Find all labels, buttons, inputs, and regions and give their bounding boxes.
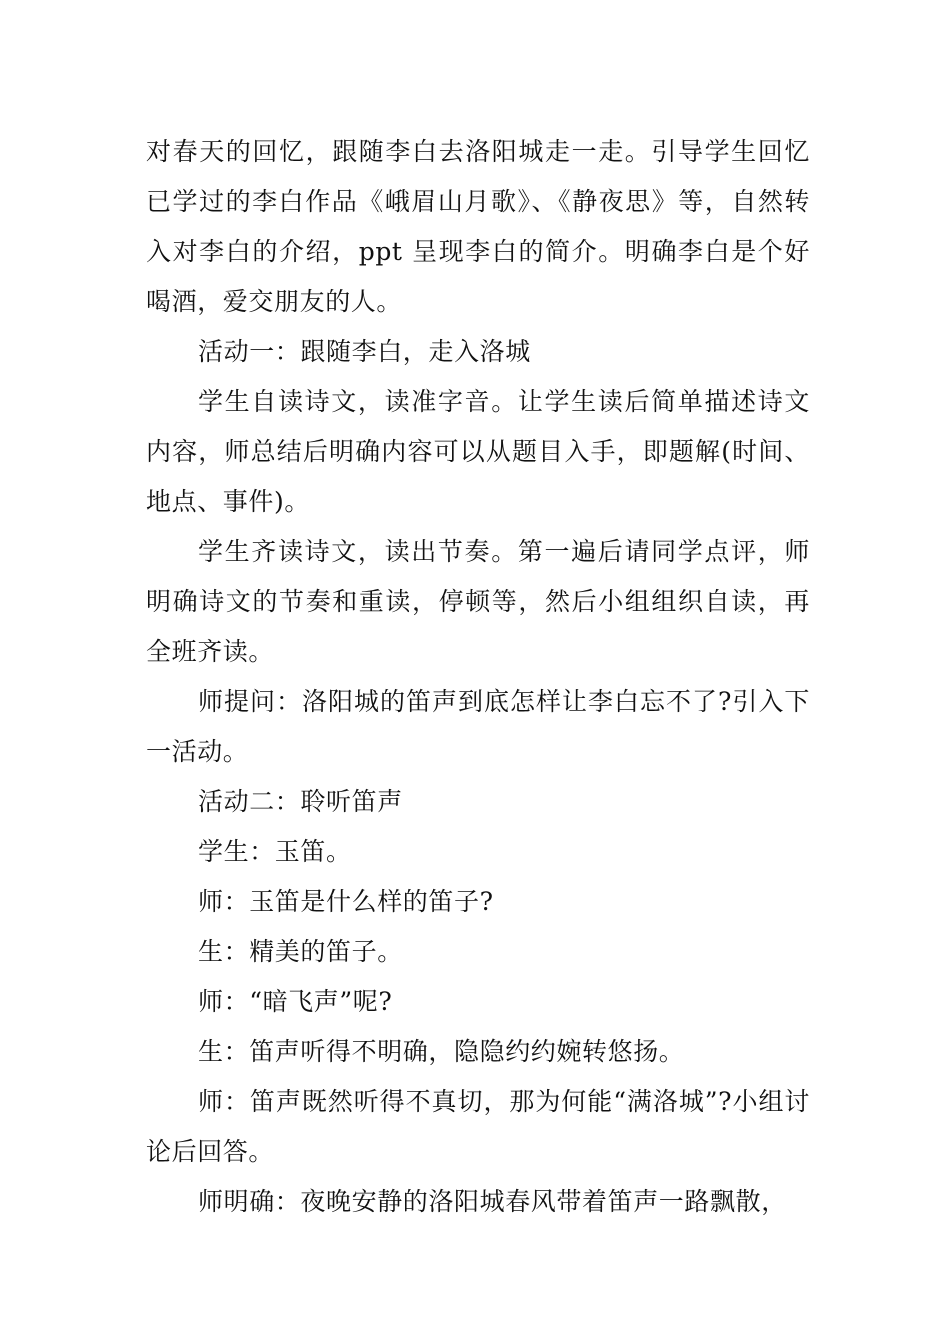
paragraph-group-reading: 学生齐读诗文，读出节奏。第一遍后请同学点评，师明确诗文的节奏和重读，停顿等，然后小组组织自读，再全班齐读。 (146, 537, 810, 666)
paragraph-self-reading: 学生自读诗文，读准字音。让学生读后简单描述诗文内容，师总结后明确内容可以从题目入手，即题解(时间、地点、事件)。 (146, 387, 810, 516)
dialogue-line: 生：精美的笛子。 (198, 937, 403, 966)
dialogue-line: 学生：玉笛。 (198, 837, 352, 866)
dialogue-line: 师：“暗飞声”呢? (198, 987, 393, 1016)
dialogue-line: 师：笛声既然听得不真切，那为何能“满洛城”?小组讨论后回答。 (146, 1087, 810, 1166)
dialogue-line: 师明确：夜晚安静的洛阳城春风带着笛声一路飘散， (198, 1187, 787, 1216)
heading-activity-two: 活动二：聆听笛声 (198, 787, 403, 816)
paragraph-intro: 对春天的回忆，跟随李白去洛阳城走一走。引导学生回忆已学过的李白作品《峨眉山月歌》、《静夜思》等，自然转入对李白的介绍，ppt 呈现李白的简介。明确李白是个好喝酒，爱交朋友的人。 (146, 137, 810, 316)
paragraph-teacher-question: 师提问：洛阳城的笛声到底怎样让李白忘不了?引入下一活动。 (146, 687, 810, 766)
dialogue-line: 师：玉笛是什么样的笛子? (198, 887, 494, 916)
heading-activity-one: 活动一：跟随李白，走入洛城 (198, 337, 531, 366)
dialogue-line: 生：笛声听得不明确，隐隐约约婉转悠扬。 (198, 1037, 685, 1066)
